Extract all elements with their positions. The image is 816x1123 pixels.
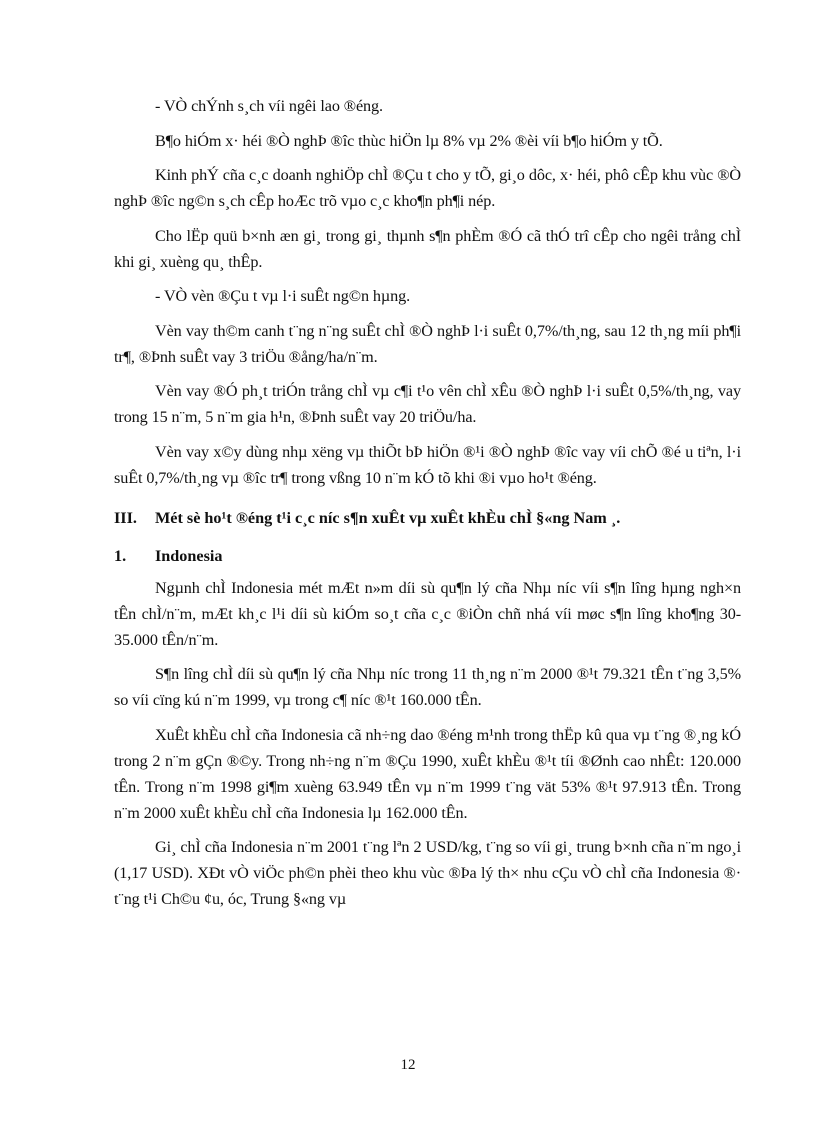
subsection-number: 1. <box>114 546 127 565</box>
paragraph-social-insurance: B¶o hiÓm x· héi ®Ò nghÞ ®îc thùc hiÖn lµ 8% vµ 2% ®èi víi b¶o hiÓm y tÕ. <box>155 131 663 150</box>
paragraph-price-stabilization-fund: Cho lËp quü b×nh æn gi¸ trong gi¸ thµnh s¶n phÈm ®Ó cã thÓ trî cÊp cho ngêi trång chÌ khi gi¸ xuèng qu¸ thÊp. <box>114 226 741 271</box>
page-content <box>114 93 741 921</box>
paragraph-development-loan: Vèn vay ®Ó ph¸t triÓn trång chÌ vµ c¶i t¹o vên chÌ xÊu ®Ò nghÞ l·i suÊt 0,5%/th¸ng, vay trong 15 n¨m, 5 n¨m gia h¹n, ®Þnh suÊt vay 20 triÖu/ha. <box>114 382 741 426</box>
paragraph-industry-management: Ngµnh chÌ Indonesia mét mÆt n»m díi sù qu¶n lý cña Nhµ níc víi s¶n lîng hµng ngh×n tÊn chÌ/n¨m, mÆt kh¸c l¹i díi sù kiÓm so¸t cña c¸c ®iÒn chñ nhá víi møc s¶n lîng kho¶ng 30-35.000 tÊn/n¨m. <box>114 578 741 649</box>
section-title: Mét sè ho¹t ®éng t¹i c¸c níc s¶n xuÊt vµ xuÊt khÈu chÌ §«ng Nam ¸. <box>155 508 621 527</box>
paragraph-price-and-demand: Gi¸ chÌ cña Indonesia n¨m 2001 t¨ng lªn 2 USD/kg, t¨ng so víi gi¸ trung b×nh cña n¨m ngo¸i (1,17 USD). XÐt vÒ viÖc ph©n phèi theo khu vùc ®Þa lý th× nhu cÇu vÒ chÌ cña Indonesia ®· t¨ng t¹i Ch©u ¢u, óc, Trung §«ng vµ <box>114 838 741 908</box>
subsection-title: Indonesia <box>155 546 223 565</box>
paragraph-enterprise-funding: Kinh phÝ cña c¸c doanh nghiÖp chÌ ®Çu t cho y tÕ, gi¸o dôc, x· héi, phô cÊp khu vùc ®Ò nghÞ ®îc ng©n s¸ch cÊp hoÆc trõ vµo c¸c kho¶n ph¶i nép. <box>114 166 741 210</box>
policy-capital-heading: - VÒ vèn ®Çu t vµ l·i suÊt ng©n hµng. <box>155 287 411 305</box>
subsection-heading <box>114 543 741 569</box>
paragraph-export-fluctuation: XuÊt khÈu chÌ cña Indonesia cã nh÷ng dao ®éng m¹nh trong thËp kû qua vµ t¨ng ®¸ng kÓ trong 2 n¨m gÇn ®©y. Trong nh÷ng n¨m ®Çu 1990, xuÊt khÈu ®¹t tíi ®Ønh cao nhÊt: 120.000 tÊn. Trong n¨m 1998 gi¶m xuèng 63.949 tÊn vµ n¨m 1999 t¨ng vät 53% ®¹t 97.913 tÊn. Trong n¨m 2000 xuÊt khÈu chÌ cña Indonesia lµ 162.000 tÊn. <box>114 725 741 822</box>
section-heading <box>114 505 741 531</box>
policy-labor-heading: - VÒ chÝnh s¸ch víi ngêi lao ®éng. <box>155 97 383 115</box>
paragraph-intensive-loan: Vèn vay th©m canh t¨ng n¨ng suÊt chÌ ®Ò nghÞ l·i suÊt 0,7%/th¸ng, sau 12 th¸ng míi ph¶i tr¶, ®Þnh suÊt vay 3 triÖu ®ång/ha/n¨m. <box>114 321 741 366</box>
paragraph-production-volume: S¶n lîng chÌ díi sù qu¶n lý cña Nhµ níc trong 11 th¸ng n¨m 2000 ®¹t 79.321 tÊn t¨ng 3,5% so víi cïng kú n¨m 1999, vµ trong c¶ níc ®¹t 160.000 tÊn. <box>114 665 741 709</box>
page-number: 12 <box>400 1057 416 1073</box>
section-number: III. <box>114 508 137 527</box>
paragraph-factory-loan: Vèn vay x©y dùng nhµ xëng vµ thiÕt bÞ hiÖn ®¹i ®Ò nghÞ ®îc vay víi chÕ ®é u tiªn, l·i suÊt 0,7%/th¸ng vµ ®îc tr¶ trong vßng 10 n¨m kÓ tõ khi ®i vµo ho¹t ®éng. <box>114 442 741 487</box>
